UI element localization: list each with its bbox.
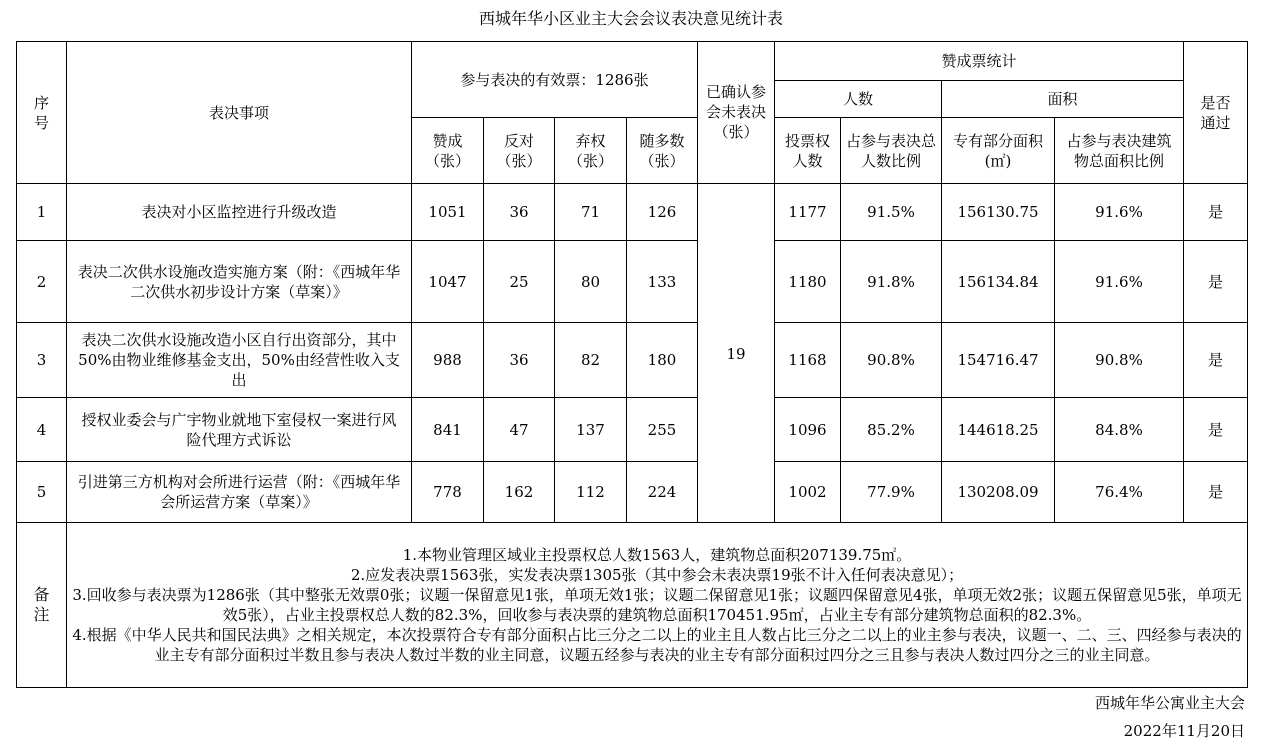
cell-passed: 是 — [1184, 241, 1248, 323]
cell-agree: 1047 — [412, 241, 484, 323]
header-matter: 表决事项 — [67, 42, 412, 184]
cell-oppose: 25 — [484, 241, 555, 323]
cell-persons-ratio: 91.5% — [841, 184, 942, 241]
cell-agree: 988 — [412, 323, 484, 398]
table-row — [17, 323, 1248, 398]
table-row — [17, 241, 1248, 323]
page-title: 西城年华小区业主大会会议表决意见统计表 — [478, 9, 783, 28]
cell-persons-ratio: 90.8% — [841, 323, 942, 398]
cell-abstain: 80 — [555, 241, 627, 323]
header-follow: 随多数（张） — [627, 118, 698, 184]
cell-area-ratio: 90.8% — [1055, 323, 1184, 398]
cell-matter: 授权业委会与广宇物业就地下室侵权一案进行风险代理方式诉讼 — [67, 398, 412, 462]
header-vote-persons: 投票权人数 — [775, 118, 841, 184]
cell-agree: 778 — [412, 462, 484, 523]
notes-row — [17, 523, 1248, 688]
header-persons-ratio: 占参与表决总人数比例 — [841, 118, 942, 184]
footer-organization: 西城年华公寓业主大会 — [1094, 694, 1245, 712]
notes-label: 备注 — [17, 523, 67, 688]
cell-abstain: 137 — [555, 398, 627, 462]
cell-exclusive-area: 154716.47 — [942, 323, 1055, 398]
cell-exclusive-area: 156130.75 — [942, 184, 1055, 241]
header-valid-votes: 参与表决的有效票：1286张 — [412, 42, 698, 118]
cell-seq: 5 — [17, 462, 67, 523]
cell-follow: 133 — [627, 241, 698, 323]
cell-persons-ratio: 91.8% — [841, 241, 942, 323]
cell-abstain: 112 — [555, 462, 627, 523]
cell-abstain: 71 — [555, 184, 627, 241]
note-item: 2.应发表决票1563张，实发表决票1305张（其中参会未表决票19张不计入任何表决意见）； — [350, 566, 964, 584]
cell-agree: 841 — [412, 398, 484, 462]
header-confirmed-unvoted: 已确认参会未表决（张） — [698, 42, 775, 184]
cell-follow: 126 — [627, 184, 698, 241]
cell-area-ratio: 84.8% — [1055, 398, 1184, 462]
table-row — [17, 184, 1248, 241]
header-oppose: 反对（张） — [484, 118, 555, 184]
cell-seq: 2 — [17, 241, 67, 323]
notes-content — [67, 523, 1248, 688]
cell-seq: 3 — [17, 323, 67, 398]
cell-confirmed-unvoted: 19 — [698, 184, 775, 523]
note-item: 3.回收参与表决票为1286张（其中整张无效票0张；议题一保留意见1张，单项无效1张；议题二保留意见1张；议题四保留意见4张，单项无效2张；议题五保留意见5张，单项无效5张），占业主投票权总人数的82.3%，回收参与表决票的建筑物总面积170451.95㎡，占业主专有部分建筑物总面积的82.3%。 — [72, 586, 1242, 624]
header-exclusive-area: 专有部分面积(㎡) — [942, 118, 1055, 184]
cell-oppose: 36 — [484, 323, 555, 398]
header-area-ratio: 占参与表决建筑物总面积比例 — [1055, 118, 1184, 184]
cell-matter: 引进第三方机构对会所进行运营（附：《西城年华会所运营方案（草案）》 — [67, 462, 412, 523]
cell-area-ratio: 91.6% — [1055, 184, 1184, 241]
cell-vote-persons: 1096 — [775, 398, 841, 462]
header-approval-stats: 赞成票统计 — [775, 42, 1184, 81]
footer-date: 2022年11月20日 — [1123, 722, 1245, 740]
cell-abstain: 82 — [555, 323, 627, 398]
table-row — [17, 398, 1248, 462]
header-persons: 人数 — [775, 81, 942, 118]
header-abstain: 弃权（张） — [555, 118, 627, 184]
cell-passed: 是 — [1184, 184, 1248, 241]
table-row — [17, 462, 1248, 523]
note-item: 4.根据《中华人民共和国民法典》之相关规定，本次投票符合专有部分面积占比三分之二以上的业主且人数占比三分之二以上的业主参与表决，议题一、二、三、四经参与表决的业主专有部分面积过半数且参与表决人数过半数的业主同意，议题五经参与表决的业主专有部分面积过四分之三且参与表决人数过四分之三的业主同意。 — [72, 626, 1242, 664]
cell-exclusive-area: 156134.84 — [942, 241, 1055, 323]
cell-passed: 是 — [1184, 462, 1248, 523]
header-agree: 赞成（张） — [412, 118, 484, 184]
cell-matter: 表决对小区监控进行升级改造 — [67, 184, 412, 241]
cell-oppose: 162 — [484, 462, 555, 523]
cell-passed: 是 — [1184, 323, 1248, 398]
cell-exclusive-area: 130208.09 — [942, 462, 1055, 523]
header-seq: 序号 — [17, 42, 67, 184]
cell-vote-persons: 1168 — [775, 323, 841, 398]
header-passed: 是否通过 — [1184, 42, 1248, 184]
cell-vote-persons: 1177 — [775, 184, 841, 241]
cell-seq: 1 — [17, 184, 67, 241]
cell-follow: 255 — [627, 398, 698, 462]
note-item: 1.本物业管理区域业主投票权总人数1563人，建筑物总面积207139.75㎡。 — [402, 546, 912, 564]
cell-seq: 4 — [17, 398, 67, 462]
vote-statistics-table — [16, 41, 1248, 688]
cell-vote-persons: 1002 — [775, 462, 841, 523]
cell-vote-persons: 1180 — [775, 241, 841, 323]
cell-follow: 180 — [627, 323, 698, 398]
cell-matter: 表决二次供水设施改造小区自行出资部分，其中50%由物业维修基金支出，50%由经营性收入支出 — [67, 323, 412, 398]
cell-follow: 224 — [627, 462, 698, 523]
cell-agree: 1051 — [412, 184, 484, 241]
cell-matter: 表决二次供水设施改造实施方案（附：《西城年华二次供水初步设计方案（草案）》 — [67, 241, 412, 323]
cell-persons-ratio: 77.9% — [841, 462, 942, 523]
cell-persons-ratio: 85.2% — [841, 398, 942, 462]
cell-oppose: 47 — [484, 398, 555, 462]
cell-exclusive-area: 144618.25 — [942, 398, 1055, 462]
header-area: 面积 — [942, 81, 1184, 118]
cell-oppose: 36 — [484, 184, 555, 241]
cell-area-ratio: 91.6% — [1055, 241, 1184, 323]
cell-area-ratio: 76.4% — [1055, 462, 1184, 523]
cell-passed: 是 — [1184, 398, 1248, 462]
